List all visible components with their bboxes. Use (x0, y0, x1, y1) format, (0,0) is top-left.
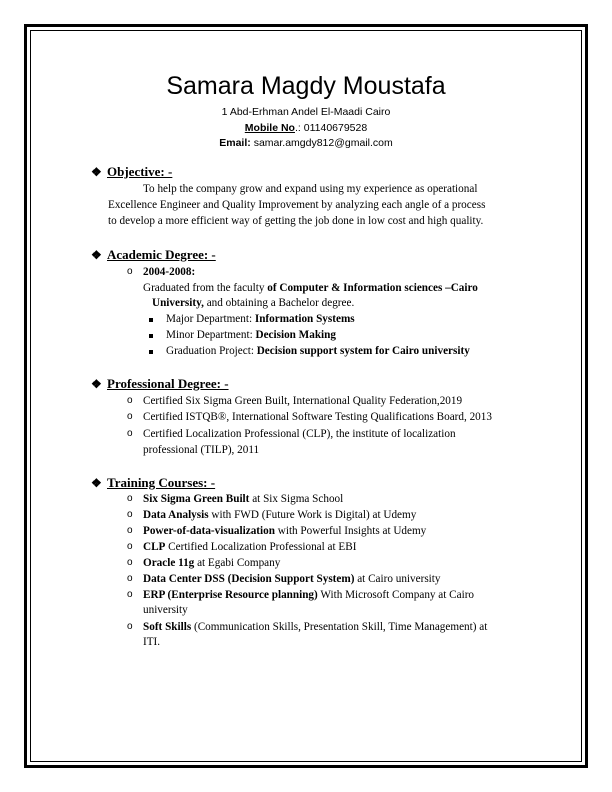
bullet-o-icon: o (127, 428, 133, 439)
training-item (143, 619, 523, 635)
professional-item: Certified ISTQB®, International Software Testing Qualifications Board, 2013 (143, 411, 492, 423)
objective-line-1: To help the company grow and expand using my experience as operational (143, 183, 478, 195)
section-diamond-icon: ❖ (91, 165, 102, 179)
course-name: Six Sigma Green Built (143, 493, 250, 505)
course-name: Data Center DSS (Decision Support System) (143, 573, 355, 585)
training-item (143, 491, 523, 507)
course-detail: ITI. (143, 636, 161, 648)
course-name: CLP (143, 541, 166, 553)
professional-item: Certified Six Sigma Green Built, International Quality Federation,2019 (143, 395, 463, 407)
square-bullet-icon (149, 350, 153, 354)
mobile-line (0, 120, 612, 136)
bullet-o-icon: o (127, 509, 133, 520)
sub-label: Major Department: (166, 313, 255, 325)
training-item (143, 587, 523, 603)
professional-item-cont: professional (TILP), 2011 (143, 444, 260, 456)
sub-label: Minor Department: (166, 329, 256, 341)
mobile-sep: .: (294, 122, 301, 134)
course-name: ERP (Enterprise Resource planning) (143, 589, 318, 601)
bullet-o-icon: o (127, 493, 133, 504)
course-detail: (Communication Skills, Presentation Skill, Time Management) at (191, 621, 488, 633)
training-item-cont (143, 634, 523, 650)
course-detail: With Microsoft Company at Cairo (317, 589, 475, 601)
training-item (143, 539, 523, 555)
section-diamond-icon: ❖ (91, 248, 102, 262)
course-detail: at Cairo university (354, 573, 441, 585)
sub-value: Information Systems (254, 313, 355, 325)
course-name: Oracle 11g (143, 557, 195, 569)
training-title: Training Courses: - (107, 475, 216, 490)
section-diamond-icon: ❖ (91, 377, 102, 391)
email-address: samar.amgdy812@gmail.com (253, 137, 393, 149)
course-name: Data Analysis (143, 509, 209, 521)
academic-grad-line-2 (152, 295, 532, 311)
course-detail: Certified Localization Professional at EBI (165, 541, 357, 553)
section-training (91, 475, 215, 491)
section-professional (91, 376, 229, 392)
section-diamond-icon: ❖ (91, 476, 102, 490)
bullet-o-icon: o (127, 621, 133, 632)
square-bullet-icon (149, 334, 153, 338)
grad-text-c: University, (152, 297, 204, 309)
candidate-name: Samara Magdy Moustafa (166, 72, 446, 100)
course-detail: with Powerful Insights at Udemy (274, 525, 427, 537)
grad-text-d: and obtaining a Bachelor degree. (203, 297, 355, 309)
bullet-o-icon: o (127, 266, 133, 277)
sub-value: Decision support system for Cairo university (256, 345, 470, 357)
bullet-o-icon: o (127, 525, 133, 536)
training-item-cont (143, 602, 523, 618)
section-academic (91, 247, 216, 263)
training-item (143, 523, 523, 539)
grad-text-b: of Computer & Information sciences –Cairo (267, 282, 478, 294)
address: 1 Abd-Erhman Andel El-Maadi Cairo (221, 106, 391, 118)
email-label: Email: (219, 137, 251, 149)
training-item (143, 555, 523, 571)
course-detail: at Six Sigma School (249, 493, 344, 505)
training-item (143, 507, 523, 523)
objective-line-2: Excellence Engineer and Quality Improvement by analyzing each angle of a process (108, 199, 486, 211)
bullet-o-icon: o (127, 557, 133, 568)
section-objective (91, 164, 172, 180)
training-item (143, 571, 523, 587)
bullet-o-icon: o (127, 541, 133, 552)
mobile-label: Mobile No (244, 122, 295, 134)
bullet-o-icon: o (127, 573, 133, 584)
academic-sub-major (166, 311, 355, 327)
academic-sub-project (166, 343, 470, 359)
objective-line-3: to develop a more efficient way of getting the job done in low cost and high quality. (108, 215, 484, 227)
academic-title: Academic Degree: - (107, 247, 216, 262)
objective-title: Objective: - (107, 164, 173, 179)
mobile-number: 01140679528 (303, 122, 368, 134)
email-line (0, 135, 612, 151)
academic-years: 2004-2008: (143, 266, 196, 278)
course-detail: with FWD (Future Work is Digital) at Udemy (208, 509, 417, 521)
professional-title: Professional Degree: - (107, 376, 229, 391)
bullet-o-icon: o (127, 411, 133, 422)
professional-item: Certified Localization Professional (CLP), the institute of localization (143, 428, 456, 440)
bullet-o-icon: o (127, 589, 133, 600)
square-bullet-icon (149, 318, 153, 322)
academic-grad-line-1 (143, 280, 523, 296)
grad-text-a: Graduated from the faculty (143, 282, 268, 294)
academic-sub-minor (166, 327, 336, 343)
course-name: Soft Skills (143, 621, 192, 633)
sub-value: Decision Making (255, 329, 336, 341)
course-name: Power-of-data-visualization (143, 525, 275, 537)
course-detail: university (143, 604, 188, 616)
bullet-o-icon: o (127, 395, 133, 406)
course-detail: at Egabi Company (194, 557, 281, 569)
sub-label: Graduation Project: (166, 345, 257, 357)
